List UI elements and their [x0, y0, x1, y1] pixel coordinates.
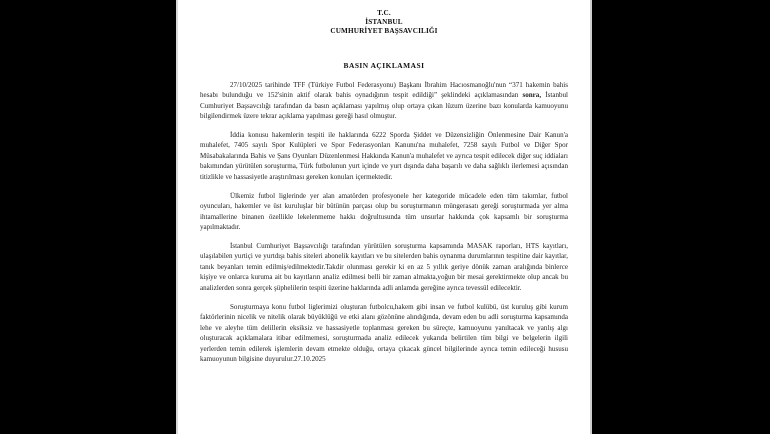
- letterhead-line-office: CUMHURİYET BAŞSAVCILIĞI: [330, 27, 438, 36]
- letterhead: [200, 9, 568, 37]
- page-title: BASIN AÇIKLAMASI: [343, 60, 425, 70]
- paragraph-1-bold-term: sonra,: [522, 91, 542, 100]
- paragraph-2: İddia konusu hakemlerin tespiti ile haklarında 6222 Sporda Şiddet ve Düzensizliğin Önlenmesine Dair Kanun'a muhalefet, 7405 sayılı Spor Kulüpleri ve Spor Federasyonları Kanunu'na muhalefet, 7258 sayılı Futbol ve Diğer Spor Müsabakalarında Bahis ve Şans Oyunları Düzenlenmesi Hakkında Kanun'a muhalefet ve ayrıca tespit edilecek diğer suç iddiaları bakımından yürütülen soruşturma, Türk futbolunun yurt içinde ve yurt dışında daha başarılı ve daha sağlıklı ilerlemesi açısından titizlikle ve hassasiyetle araştırılması gereken konuları içermektedir.: [200, 130, 568, 181]
- document-page: [178, 0, 590, 434]
- letterhead-line-tc: T.C.: [377, 9, 391, 17]
- paragraph-5: Soruşturmaya konu futbol liglerimizi oluşturan futbolcu,hakem gibi insan ve futbol kulübü, üst kuruluş gibi kurum faktörlerinin nicelik ve nitelik olarak büyüklüğü ve etki alanı gözönüne alındığında, devam eden bu adli soruşturma kapsamında lehe ve aleyhe tüm delillerin eksiksiz ve hassasiyetle toplanması gereken bu süreçte, kamuoyunu yanıltacak ve yanlış algı oluşturacak açıklamalara itibar edilmemesi, soruşturmada analiz edilecek yukarıda belirtilen tüm bilgi ve belgelerin ilgili yerlerden temin edilerek işlemlerin devam etmekte olduğu, ortaya çıkacak güncel bilgilerinde ayrıca temin edileceği hususu kamuoyunun bilgisine duyurulur.27.10.2025: [200, 302, 568, 364]
- document-body: [200, 80, 568, 365]
- paragraph-4: İstanbul Cumhuriyet Başsavcılığı tarafından yürütülen soruşturma kapsamında MASAK raporları, HTS kayıtları, ulaşılabilen yurtiçi ve yurtdışı bahis siteleri abonelik kayıtları ve bu sitelerden bahis oynanma durumlarının tespitine dair kayıtlar, tanık beyanları temin edilmiş/edilmektedir.Takdir olunması gerekir ki en az 5 yıllık geriye dönük zaman aralığında binlerce kişiye ve onlarca kuruma ait bu kayıtların analiz edilmesi belli bir zaman almakta,yoğun bir mesai gerektirmekte olup ancak bu analizlerden sonra gerçek şüphelilerin tespiti üzerine haklarında adli anlamda gereğine ayrıca tevessül edilecektir.: [200, 242, 568, 292]
- page-right-edge: [590, 0, 592, 434]
- paragraph-1-text-before-bold: 27/10/2025 tarihinde TFF (Türkiye Futbol Federasyonu) Başkanı İbrahim Hacıosmanoğlu'nun “371 hakemin bahis hesabı bulunduğu ve 152'sinin aktif olarak bahis oynadığının tespit edildiği” şeklindeki açıklamasından: [200, 80, 568, 100]
- paragraph-3: Ülkemiz futbol liglerinde yer alan amatörden profesyonele her kategoride mücadele eden tüm takımlar, futbol oyuncuları, hakemler ve üst kuruluşlar bir bütünün parçası olup bu soruşturmanın müngerasatı gereği soruşturmada yer alma ihtamallerine binanen özellikle lekelenmeme hakkı doğrultusunda tüm unsurlar hakkında çok kapsamlı bir soruşturma yapılmaktadır.: [200, 191, 568, 232]
- letterhead-line-city: İSTANBUL: [365, 18, 403, 27]
- paragraph-1-text-after-bold: İstanbul Cumhuriyet Başsavcılığı tarafından da basın açıklaması yapılmış olup ortaya çıkan lüzum üzerine bazı konularda kamuoyunu bilgilendirmek üzere tekrar açıklama yapılması gereği hasıl olmuştur.: [200, 91, 568, 120]
- paragraph-1: [200, 80, 568, 122]
